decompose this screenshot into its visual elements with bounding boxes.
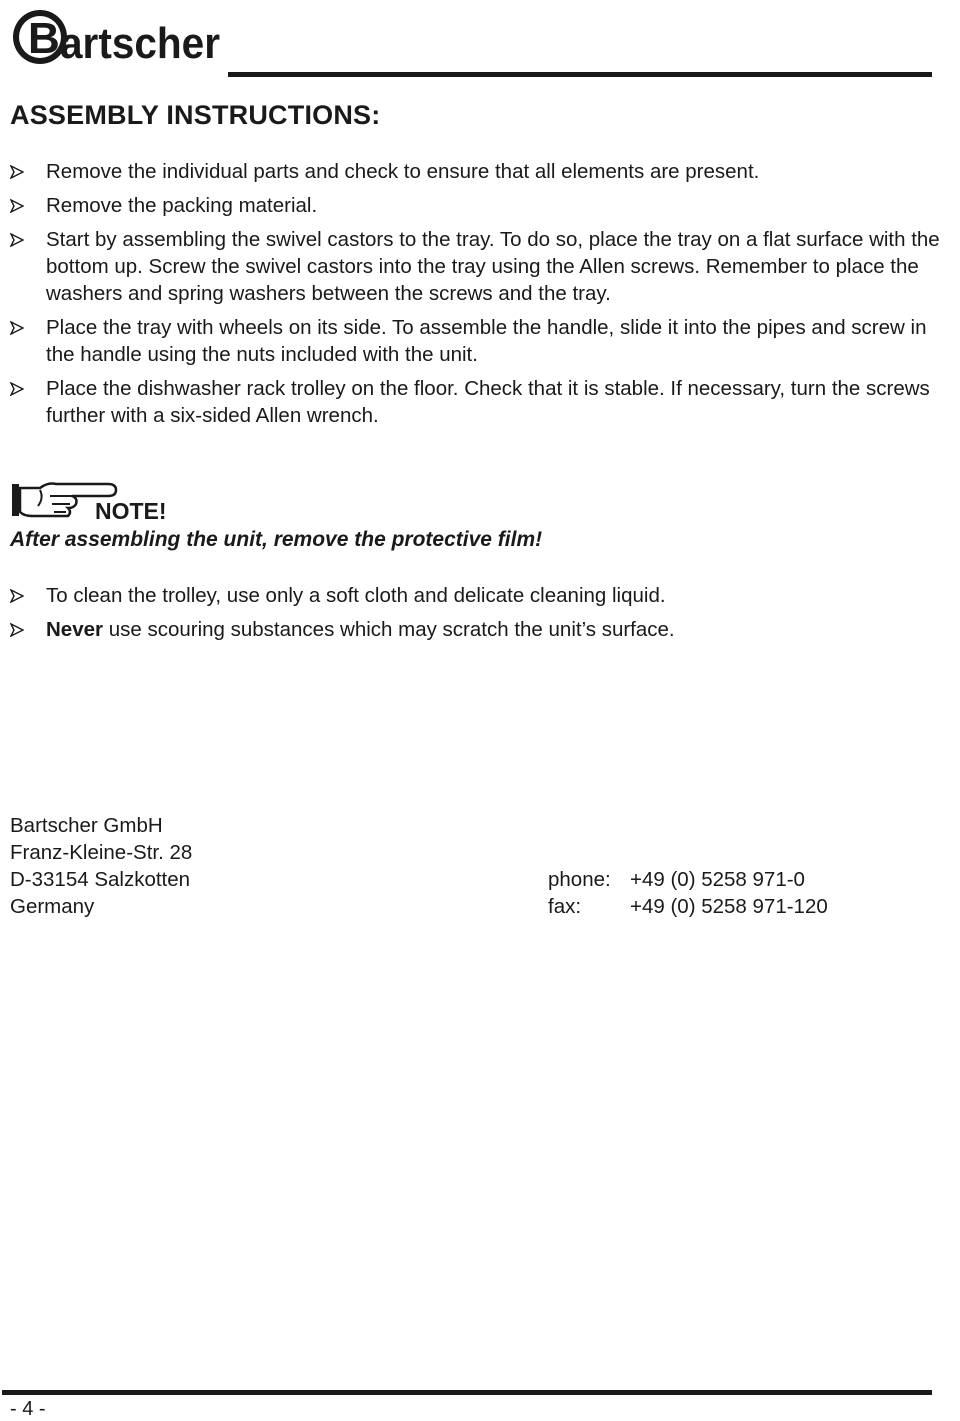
cleaning-list — [10, 582, 910, 650]
fax-row — [548, 893, 828, 920]
cleaning-text: To clean the trolley, use only a soft cloth and delicate cleaning liquid. — [46, 584, 666, 607]
footer-rule — [2, 1390, 932, 1395]
step-text: Remove the individual parts and check to ensure that all elements are present. — [46, 160, 760, 183]
list-item — [10, 375, 960, 429]
arrow-bullet-icon — [10, 165, 24, 179]
step-text: Remove the packing material. — [46, 194, 318, 217]
page-number: - 4 - — [10, 1398, 46, 1420]
list-item — [10, 314, 960, 368]
note-label: NOTE! — [95, 498, 167, 524]
list-item — [10, 192, 960, 219]
step-text: Start by assembling the swivel castors to the tray. To do so, place the tray on a flat surface with the bottom up. Screw the swivel castors into the tray using the Allen screws. Remember to place the washers and spring washers between the screws and the tray. — [46, 228, 940, 305]
note-text: After assembling the unit, remove the protective film! — [10, 528, 543, 551]
assembly-steps-list — [10, 158, 960, 436]
svg-text:artscher: artscher — [60, 19, 220, 68]
arrow-bullet-icon — [10, 199, 24, 213]
arrow-bullet-icon — [10, 623, 24, 637]
cleaning-text: use scouring substances which may scratch the unit’s surface. — [103, 618, 675, 641]
fax-number: +49 (0) 5258 971-120 — [630, 895, 828, 918]
page-title: ASSEMBLY INSTRUCTIONS: — [10, 100, 381, 130]
arrow-bullet-icon — [10, 382, 24, 396]
city: D-33154 Salzkotten — [10, 868, 191, 891]
list-item — [10, 582, 910, 609]
fax-label: fax: — [548, 895, 582, 918]
arrow-bullet-icon — [10, 233, 24, 247]
arrow-bullet-icon — [10, 589, 24, 603]
list-item — [10, 158, 960, 185]
contact-info — [548, 866, 828, 920]
phone-number: +49 (0) 5258 971-0 — [630, 868, 805, 891]
company-name: Bartscher GmbH — [10, 814, 163, 837]
arrow-bullet-icon — [10, 321, 24, 335]
phone-row — [548, 866, 828, 893]
country: Germany — [10, 895, 95, 918]
step-text: Place the tray with wheels on its side. To assemble the handle, slide it into the pipes and screw in the handle using the nuts included with the unit. — [46, 316, 927, 366]
list-item — [10, 226, 960, 307]
step-text: Place the dishwasher rack trolley on the floor. Check that it is stable. If necessary, turn the screws further with a six-sided Allen wrench. — [46, 377, 930, 427]
street: Franz-Kleine-Str. 28 — [10, 841, 193, 864]
company-address — [10, 812, 192, 920]
header-rule — [228, 72, 932, 77]
list-item — [10, 616, 910, 643]
cleaning-emphasis: Never — [46, 618, 103, 641]
svg-text:B: B — [28, 14, 60, 63]
bartscher-logo — [10, 2, 225, 70]
phone-label: phone: — [548, 868, 611, 891]
